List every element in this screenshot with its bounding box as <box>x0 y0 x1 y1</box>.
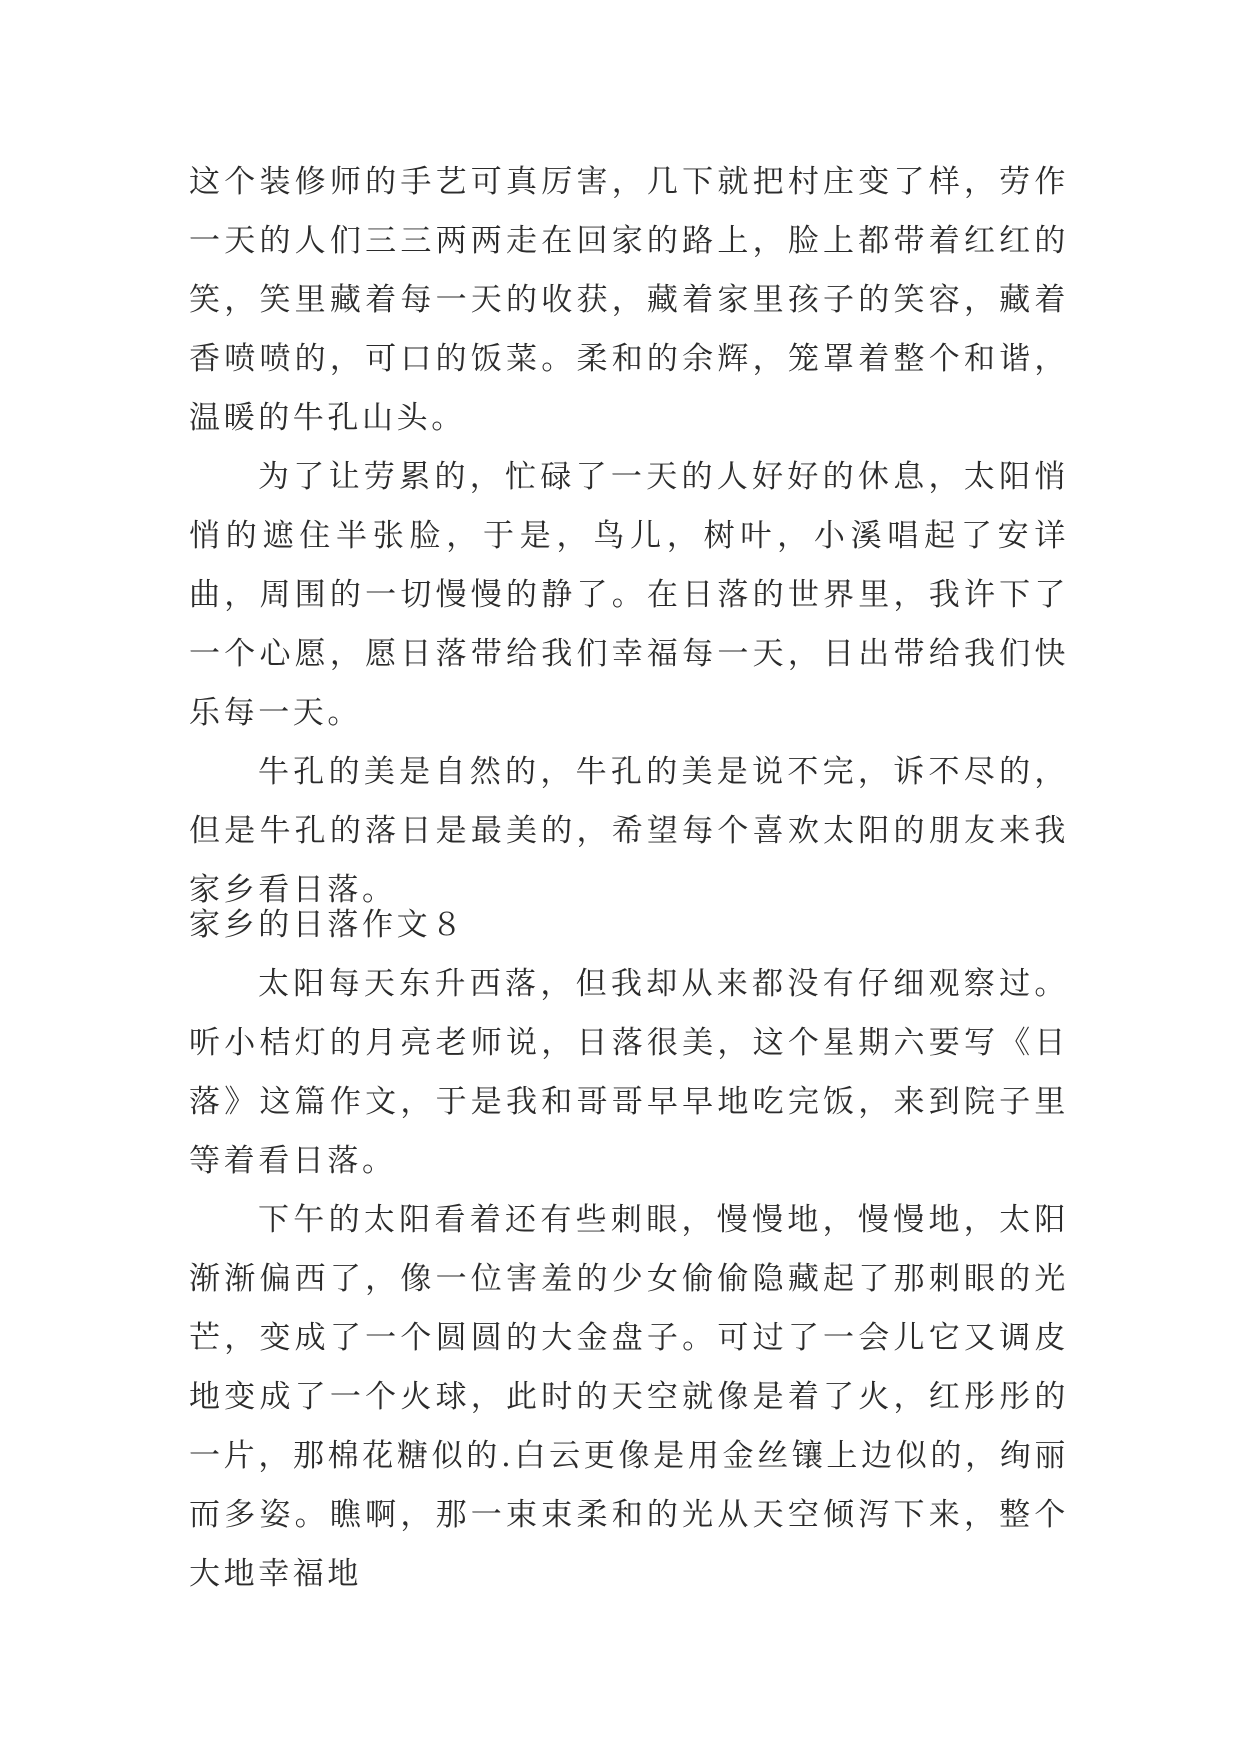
essay-section-1 <box>189 153 1069 920</box>
paragraph: 牛孔的美是自然的，牛孔的美是说不完，诉不尽的，但是牛孔的落日是最美的，希望每个喜欢太阳的朋友来我家乡看日落。 <box>189 754 1069 908</box>
paragraph: 下午的太阳看着还有些刺眼，慢慢地，慢慢地，太阳渐渐偏西了，像一位害羞的少女偷偷隐藏起了那刺眼的光芒，变成了一个圆圆的大金盘子。可过了一会儿它又调皮地变成了一个火球，此时的天空就像是着了火，红彤彤的一片，那棉花糖似的.白云更像是用金丝镶上边似的，绚丽而多姿。瞧啊，那一束束柔和的光从天空倾泻下来，整个大地幸福地 <box>189 1202 1069 1592</box>
essay-title: 家乡的日落作文８ <box>189 907 466 943</box>
essay-section-2 <box>189 896 1069 1604</box>
paragraph: 为了让劳累的，忙碌了一天的人好好的休息，太阳悄悄的遮住半张脸，于是，鸟儿，树叶，小溪唱起了安详曲，周围的一切慢慢的静了。在日落的世界里，我许下了一个心愿，愿日落带给我们幸福每一天，日出带给我们快乐每一天。 <box>189 459 1069 731</box>
paragraph: 太阳每天东升西落，但我却从来都没有仔细观察过。听小桔灯的月亮老师说，日落很美，这个星期六要写《日落》这篇作文，于是我和哥哥早早地吃完饭，来到院子里等着看日落。 <box>189 966 1069 1179</box>
paragraph: 这个装修师的手艺可真厉害，几下就把村庄变了样，劳作一天的人们三三两两走在回家的路上，脸上都带着红红的笑，笑里藏着每一天的收获，藏着家里孩子的笑容，藏着香喷喷的，可口的饭菜。柔和的余辉，笼罩着整个和谐，温暖的牛孔山头。 <box>189 164 1069 436</box>
